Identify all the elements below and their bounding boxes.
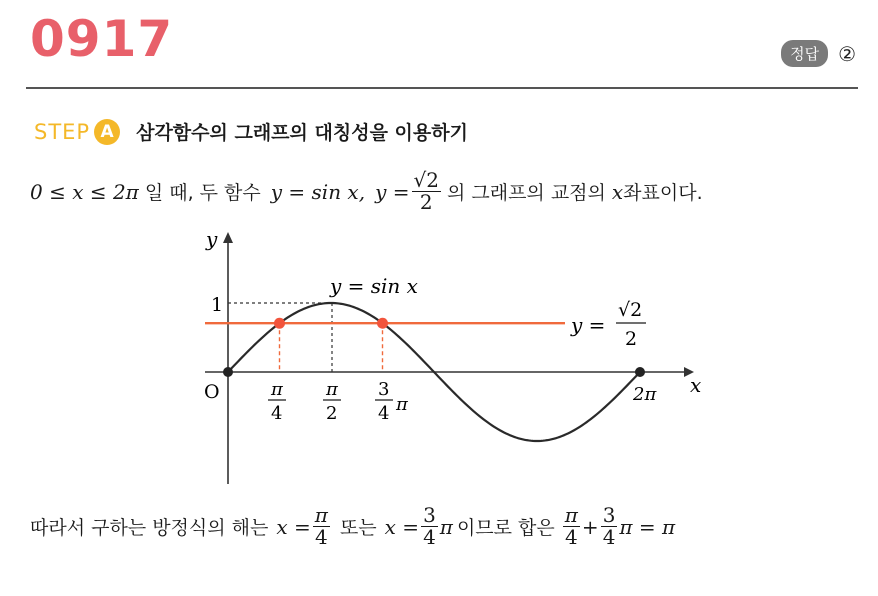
line-label-lhs: y = [571, 313, 606, 337]
equation-const-lhs: y = [375, 179, 410, 204]
tick-2pi-label: 2π [633, 384, 657, 405]
answer-value: ② [838, 41, 856, 66]
line1-text-3: 좌표이다. [623, 182, 703, 204]
plus-sign: + [581, 514, 599, 539]
fraction-denominator: 4 [423, 525, 436, 549]
solution-2-lhs: x = [384, 514, 420, 539]
line1-text-1: 일 때, 두 함수 [144, 182, 261, 204]
tick-pi4-denominator: 4 [271, 403, 283, 424]
line2-text-1: 따라서 구하는 방정식의 해는 [30, 517, 269, 539]
y-axis-label: y [206, 227, 218, 251]
fraction-denominator: 4 [564, 525, 578, 549]
tick-pi2-numerator: π [326, 379, 338, 400]
fraction-numerator: π [564, 503, 578, 527]
fraction-3-over-4-sum [601, 505, 618, 548]
line2-text-3: 이므로 합은 [456, 517, 555, 539]
line-label-numerator: √2 [618, 299, 643, 321]
fraction-3-over-4 [421, 505, 438, 548]
solution-1-lhs: x = [276, 514, 311, 539]
fraction-numerator: √2 [413, 168, 439, 192]
domain-inequality: 0 ≤ x ≤ 2π [30, 179, 139, 204]
sum-result: π = π [619, 514, 676, 539]
line2-text-2: 또는 [339, 517, 377, 539]
tick-3pi4-numerator: 3 [378, 379, 390, 400]
fraction-numerator: 3 [423, 503, 436, 527]
y-axis-arrow-icon [223, 232, 233, 243]
two-pi-point [635, 367, 645, 377]
fraction-pi-over-4-sum [563, 505, 580, 548]
fraction-denominator: 4 [602, 525, 616, 549]
variable-x: x [611, 179, 624, 204]
tick-3pi4-denominator: 4 [378, 403, 390, 424]
intersection-point-1 [274, 318, 285, 329]
x-axis-label: x [690, 373, 702, 397]
line-label-denominator: 2 [625, 328, 638, 350]
line1-text-2: 의 그래프의 교점의 [446, 182, 606, 204]
fraction-numerator: 3 [602, 503, 616, 527]
equation-sin: y = sin x, [270, 179, 366, 204]
fraction-pi-over-4 [313, 505, 330, 548]
step-title: 삼각함수의 그래프의 대칭성을 이용하기 [136, 122, 468, 144]
step-label: STEP [34, 119, 91, 144]
answer-badge: 정답 [781, 40, 828, 67]
explanation-line-2 [30, 505, 675, 548]
tick-pi4-numerator: π [271, 379, 283, 400]
fraction-denominator: 2 [419, 190, 433, 214]
problem-number: 0917 [30, 10, 174, 68]
origin-label: O [204, 381, 220, 403]
step-letter-badge: A [94, 119, 120, 145]
tick-pi2-denominator: 2 [326, 403, 338, 424]
sine-label: y = sin x [330, 274, 418, 298]
tick-3pi4-pi: π [396, 394, 408, 415]
intersection-point-2 [377, 318, 388, 329]
origin-point [223, 367, 233, 377]
y-tick-1-label: 1 [211, 294, 224, 316]
fraction-denominator: 4 [314, 525, 328, 549]
fraction-numerator: π [314, 503, 328, 527]
pi-symbol: π [439, 514, 453, 539]
